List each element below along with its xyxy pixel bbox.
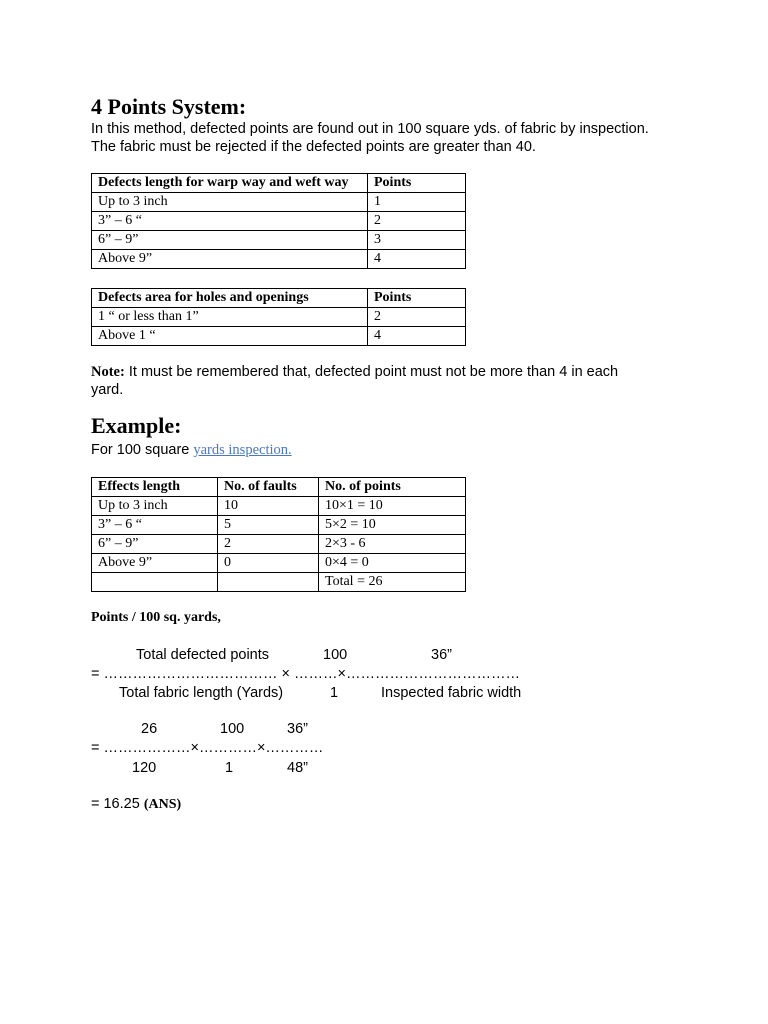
- calc-numerator-2: 100: [220, 721, 245, 737]
- table-header-row: [92, 289, 466, 308]
- table-cell: Above 1 “: [92, 327, 368, 346]
- answer-value: = 16.25: [91, 796, 144, 812]
- table-cell: Total = 26: [319, 573, 466, 592]
- table-cell: 10: [218, 497, 319, 516]
- table-row: [92, 497, 466, 516]
- table-cell: 6” – 9”: [92, 231, 368, 250]
- calc-numerator-1: 26: [141, 721, 158, 737]
- table-cell: 3” – 6 “: [92, 212, 368, 231]
- table-cell: 1: [368, 193, 466, 212]
- table-cell: Above 9”: [92, 250, 368, 269]
- formula-fraction-line: = ……………………………… × ………×………………………………: [91, 666, 520, 682]
- table-row: [92, 231, 466, 250]
- header-cell: Defects area for holes and openings: [92, 289, 368, 308]
- table-cell: 2: [368, 212, 466, 231]
- table-cell: 2×3 - 6: [319, 535, 466, 554]
- note-line-2: yard.: [91, 382, 124, 398]
- table-cell: Above 9”: [92, 554, 218, 573]
- answer-line: [91, 796, 181, 813]
- table-cell: 5×2 = 10: [319, 516, 466, 535]
- table-cell: 5: [218, 516, 319, 535]
- example-intro-text: For 100 square: [91, 442, 194, 458]
- header-cell: Points: [368, 174, 466, 193]
- table-cell: [92, 573, 218, 592]
- header-cell: No. of faults: [218, 478, 319, 497]
- table-cell: 6” – 9”: [92, 535, 218, 554]
- formula-denominator-1: Total fabric length (Yards): [119, 685, 284, 701]
- table-cell: 4: [368, 327, 466, 346]
- table-row: [92, 250, 466, 269]
- table-row: [92, 535, 466, 554]
- formula-numerator-3: 36”: [431, 647, 452, 663]
- table-cell: 1 “ or less than 1”: [92, 308, 368, 327]
- header-cell: Defects length for warp way and weft way: [92, 174, 368, 193]
- note-line-1: [91, 363, 618, 381]
- table-row: [92, 516, 466, 535]
- formula-numerator-1: Total defected points: [136, 647, 270, 663]
- warp-weft-points-table: [91, 173, 466, 269]
- table-row: [92, 573, 466, 592]
- intro-line-1: In this method, defected points are found out in 100 square yds. of fabric by inspection.: [91, 121, 649, 137]
- page-title: 4 Points System:: [91, 94, 247, 119]
- table-cell: Up to 3 inch: [92, 193, 368, 212]
- calc-numerator-3: 36”: [287, 721, 308, 737]
- table-cell: Up to 3 inch: [92, 497, 218, 516]
- table-cell: 2: [368, 308, 466, 327]
- table-cell: 0: [218, 554, 319, 573]
- header-cell: Effects length: [92, 478, 218, 497]
- example-heading: Example:: [91, 413, 182, 438]
- table-header-row: [92, 174, 466, 193]
- table-row: [92, 308, 466, 327]
- table-cell: 10×1 = 10: [319, 497, 466, 516]
- formula-denominator-3: Inspected fabric width: [381, 685, 522, 701]
- calc-denominator-2: 1: [225, 760, 234, 776]
- table-cell: [218, 573, 319, 592]
- calc-denominator-3: 48”: [287, 760, 308, 776]
- points-per-100-heading: Points / 100 sq. yards,: [91, 610, 221, 625]
- answer-label: (ANS): [143, 797, 182, 812]
- table-cell: 3” – 6 “: [92, 516, 218, 535]
- calc-denominator-1: 120: [132, 760, 157, 776]
- example-intro: [91, 441, 292, 459]
- note-text: It must be remembered that, defected point must not be more than 4 in each: [124, 364, 619, 380]
- table-header-row: [92, 478, 466, 497]
- header-cell: No. of points: [319, 478, 466, 497]
- header-cell: Points: [368, 289, 466, 308]
- yards-inspection-link[interactable]: yards inspection.: [193, 442, 292, 458]
- table-cell: 2: [218, 535, 319, 554]
- table-row: [92, 327, 466, 346]
- table-cell: 4: [368, 250, 466, 269]
- formula-numerator-2: 100: [323, 647, 348, 663]
- intro-line-2: The fabric must be rejected if the defected points are greater than 40.: [91, 139, 536, 155]
- table-cell: 0×4 = 0: [319, 554, 466, 573]
- formula-denominator-2: 1: [330, 685, 339, 701]
- table-row: [92, 554, 466, 573]
- calc-fraction-line: = ………………×…………×…………: [91, 740, 324, 756]
- table-row: [92, 212, 466, 231]
- note-label: Note:: [91, 364, 125, 380]
- holes-openings-points-table: [91, 288, 466, 346]
- table-cell: 3: [368, 231, 466, 250]
- table-row: [92, 193, 466, 212]
- example-faults-table: [91, 477, 466, 592]
